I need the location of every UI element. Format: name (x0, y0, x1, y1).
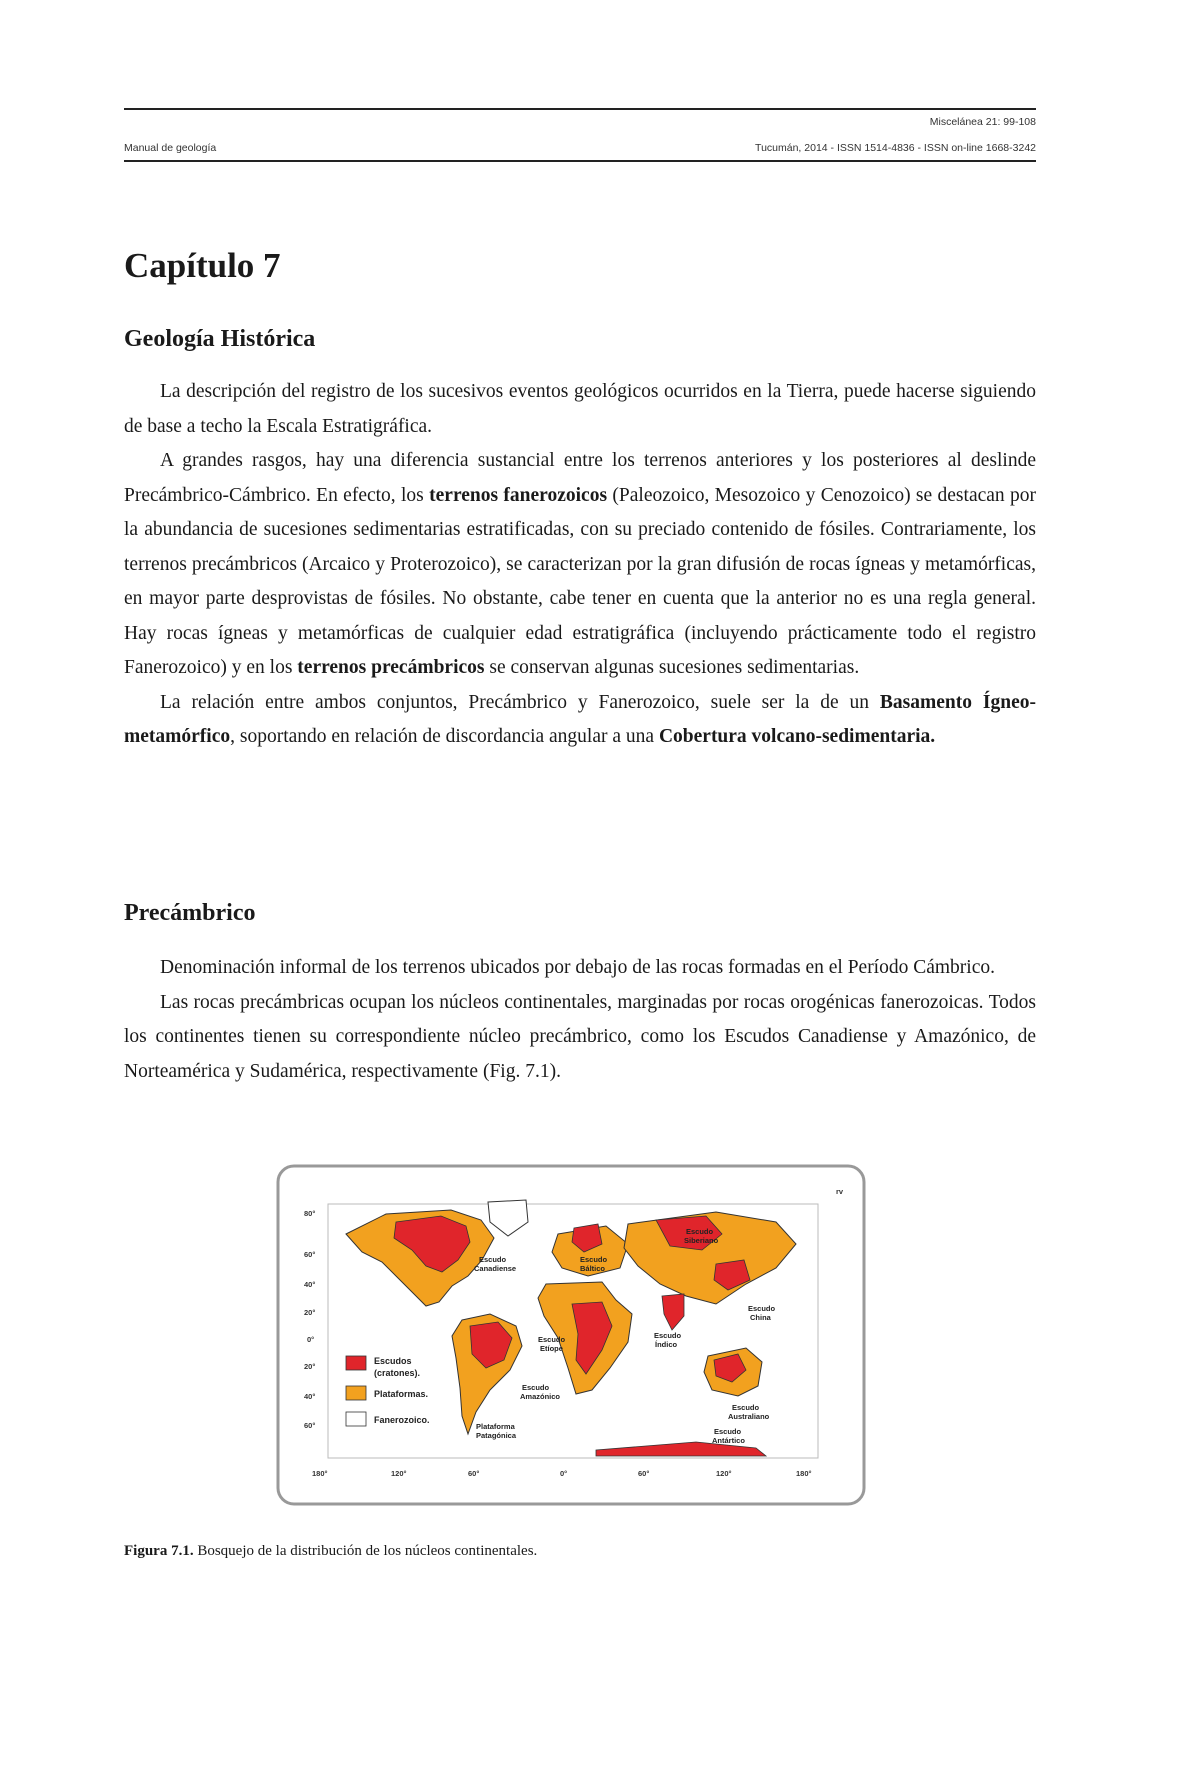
map-label: Canadiense (474, 1264, 517, 1273)
lat-label: 40° (304, 1392, 316, 1401)
map-label: Plataforma (476, 1422, 515, 1431)
map-label: Etíope (540, 1344, 563, 1353)
map-label: China (750, 1313, 771, 1322)
lat-label: 60° (304, 1421, 316, 1430)
map-label: Escudo (522, 1383, 550, 1392)
lon-label: 120° (716, 1469, 732, 1478)
legend-swatch-shield (346, 1356, 366, 1370)
legend-swatch-platform (346, 1386, 366, 1400)
legend-label: Fanerozoico. (374, 1415, 430, 1425)
map-label: Escudo (654, 1331, 682, 1340)
map-label: Patagónica (476, 1431, 517, 1440)
lat-label: 0° (307, 1335, 315, 1344)
map-label: Escudo (538, 1335, 566, 1344)
lat-label: 40° (304, 1280, 316, 1289)
lat-label: 80° (304, 1209, 316, 1218)
caption-text: Bosquejo de la distribución de los núcleos continentales. (193, 1543, 538, 1559)
map-label: Australiano (728, 1412, 770, 1421)
paragraph: Denominación informal de los terrenos ubicados por debajo de las rocas formadas en el Período Cámbrico. (160, 957, 995, 978)
text-run: , soportando en relación de discordancia angular a una (230, 726, 659, 747)
legend-label: Plataformas. (374, 1389, 429, 1399)
header-issn: Tucumán, 2014 - ISSN 1514-4836 - ISSN on-line 1668-3242 (755, 142, 1036, 154)
map-label: Báltico (580, 1264, 606, 1273)
map-label: Siberiano (684, 1236, 719, 1245)
corner-label: rv (836, 1187, 844, 1196)
header-issue: Miscelánea 21: 99-108 (929, 116, 1036, 128)
paragraph: Las rocas precámbricas ocupan los núcleos continentales, marginadas por rocas orogénicas fanerozoicas. Todos los continentes tienen su correspondiente núcleo precámbrico, como los Escudos Canadiense y Amazónico, de Norteamérica y Sudamérica, respectivamente (Fig. 7.1). (124, 991, 1036, 1082)
lat-label: 20° (304, 1308, 316, 1317)
section2-body (124, 951, 1036, 1089)
paragraph (124, 444, 1036, 686)
lon-label: 60° (468, 1469, 480, 1478)
section-title-geologia-historica: Geología Histórica (124, 326, 316, 352)
emphasis: Cobertura volcano-sedimentaria. (658, 726, 936, 747)
lon-label: 120° (391, 1469, 407, 1478)
map-label: Escudo (732, 1403, 760, 1412)
map-label: Escudo (686, 1227, 714, 1236)
paragraph (124, 686, 1036, 755)
map-label: Escudo (580, 1255, 608, 1264)
map-label: Índico (655, 1340, 678, 1349)
figure-caption (124, 1543, 537, 1560)
running-header (124, 108, 1036, 162)
lat-label: 20° (304, 1362, 316, 1371)
legend-label: (cratones). (374, 1368, 421, 1378)
header-journal-title: Manual de geología (124, 142, 217, 154)
lon-label: 0° (560, 1469, 568, 1478)
emphasis: Basamento Ígneo-metamórfico (124, 691, 1036, 747)
chapter-title: Capítulo 7 (124, 246, 281, 285)
world-map-svg (276, 1164, 866, 1506)
section-title-precambrico: Precámbrico (124, 900, 256, 926)
map-label: Escudo (479, 1255, 507, 1264)
caption-label: Figura 7.1. (124, 1543, 194, 1559)
text-run: A grandes rasgos, hay una diferencia sustancial entre los terrenos anteriores y los posteriores al deslinde Precámbrico-Cámbrico. En efecto, los (124, 450, 1036, 506)
lat-label: 60° (304, 1250, 316, 1259)
map-label: Escudo (714, 1427, 742, 1436)
lon-label: 60° (638, 1469, 650, 1478)
section1-body (124, 375, 1036, 755)
legend-label: Escudos (374, 1356, 412, 1366)
text-run: se conservan algunas sucesiones sedimentarias. (484, 657, 860, 678)
lon-label: 180° (312, 1469, 328, 1478)
emphasis: terrenos fanerozoicos (429, 484, 608, 506)
paragraph: La descripción del registro de los sucesivos eventos geológicos ocurridos en la Tierra, puede hacerse siguiendo de base a techo la Escala Estratigráfica. (124, 381, 1036, 437)
map-label: Antártico (712, 1436, 745, 1445)
text-run: (Paleozoico, Mesozoico y Cenozoico) se destacan por la abundancia de sucesiones sedimentarias estratificadas, con su preciado contenido de fósiles. Contrariamente, los terrenos precámbricos (Arcaico y Proterozoico), se caracterizan por la gran difusión de rocas ígneas y metamórficas, en mayor parte desprovistas de fósiles. No obstante, cabe tener en cuenta que la anterior no es una regla general. Hay rocas ígneas y metamórficas de cualquier edad estratigráfica (incluyendo prácticamente todo el registro Fanerozoico) y en los (124, 484, 1036, 678)
emphasis: terrenos precámbricos (297, 657, 485, 678)
map-label: Escudo (748, 1304, 776, 1313)
legend-swatch-phanerozoic (346, 1412, 366, 1426)
lon-label: 180° (796, 1469, 812, 1478)
text-run: La relación entre ambos conjuntos, Precámbrico y Fanerozoico, suele ser la de un (160, 691, 880, 713)
map-label: Amazónico (520, 1392, 561, 1401)
figure-world-map (276, 1164, 866, 1506)
